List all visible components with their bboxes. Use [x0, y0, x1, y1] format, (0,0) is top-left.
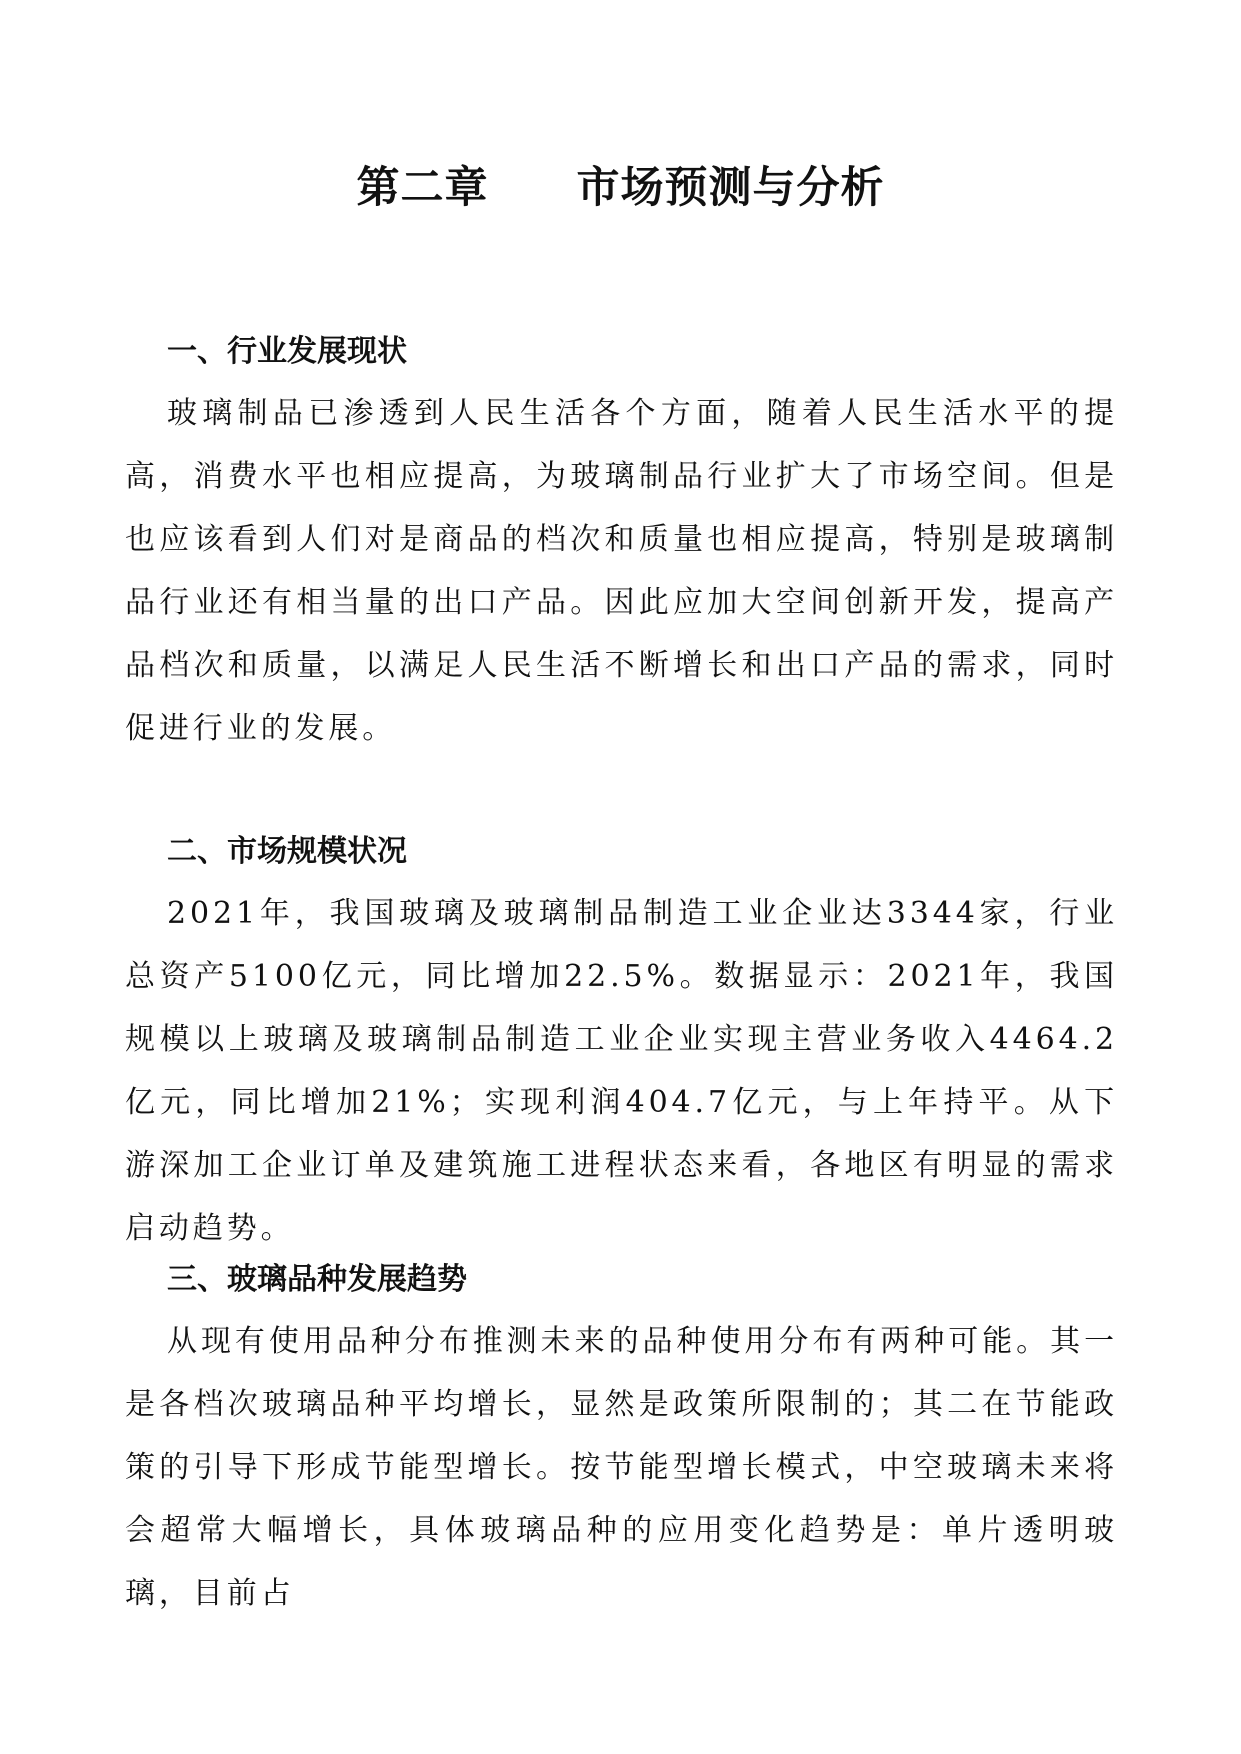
section-heading: 一、行业发展现状 — [167, 334, 407, 369]
section-heading: 二、市场规模状况 — [167, 834, 407, 869]
section-market-scale — [125, 830, 1118, 1260]
section-heading: 三、玻璃品种发展趋势 — [167, 1262, 467, 1297]
section-industry-status — [125, 330, 1118, 760]
section-paragraph: 玻璃制品已渗透到人民生活各个方面，随着人民生活水平的提高，消费水平也相应提高，为玻璃制品行业扩大了市场空间。但是也应该看到人们对是商品的档次和质量也相应提高，特别是玻璃制品行业还有相当量的出口产品。因此应加大空间创新开发，提高产品档次和质量，以满足人民生活不断增长和出口产品的需求，同时促进行业的发展。 — [125, 396, 1118, 746]
section-paragraph: 2021年，我国玻璃及玻璃制品制造工业企业达3344家，行业总资产5100亿元，同比增加22.5%。数据显示：2021年，我国规模以上玻璃及玻璃制品制造工业企业实现主营业务收入4464.2亿元，同比增加21%；实现利润404.7亿元，与上年持平。从下游深加工企业订单及建筑施工进程状态来看，各地区有明显的需求启动趋势。 — [125, 896, 1118, 1246]
chapter-title: 第二章 市场预测与分析 — [356, 163, 885, 213]
section-paragraph: 从现有使用品种分布推测未来的品种使用分布有两种可能。其一是各档次玻璃品种平均增长，显然是政策所限制的；其二在节能政策的引导下形成节能型增长。按节能型增长模式，中空玻璃未来将会超常大幅增长，具体玻璃品种的应用变化趋势是：单片透明玻璃，目前占 — [125, 1324, 1118, 1611]
section-glass-variety-trend — [125, 1258, 1118, 1625]
